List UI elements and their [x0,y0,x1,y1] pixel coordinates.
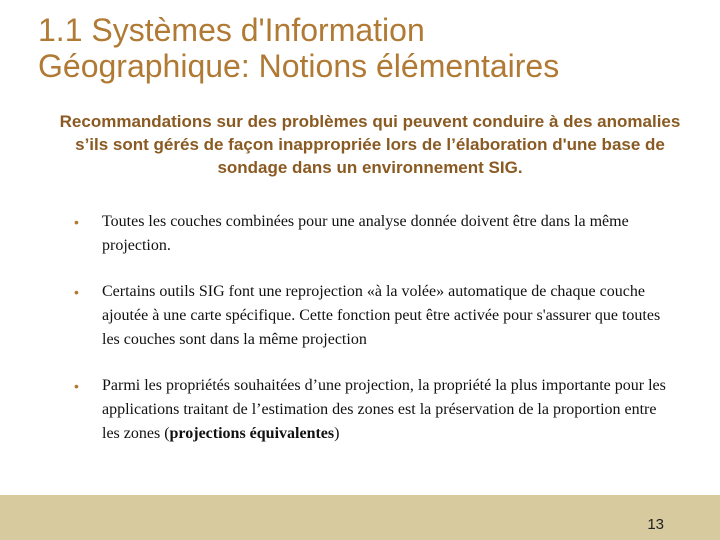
bullet-icon: • [74,284,79,300]
slide-title [38,12,708,84]
bullet-text: Certains outils SIG font une reprojection «à la volée» automatique de chaque couche ajoutée à une carte spécifique. Cette fonction peut être activée pour s'assurer que toutes les couches sont dans la même projection [102,283,661,348]
bullet-text-tail: ) [334,425,340,442]
bullet-icon: • [74,214,79,230]
slide-title-line-1: 1.1 Systèmes d'Information [38,12,425,48]
footer-bar [0,495,720,540]
bullet-item [70,374,670,446]
bullet-bold-text: projections équivalentes [169,425,335,442]
slide-subtitle: Recommandations sur des problèmes qui peuvent conduire à des anomalies s’ils sont gérés de façon inappropriée lors de l’élaboration d'une base de sondage dans un environnement SIG. [59,112,681,177]
bullet-text: Parmi les propriétés souhaitées d’une projection, la propriété la plus importante pour les applications traitant de l’estimation des zones est la préservation de la proportion entre les zones ( [102,377,666,442]
page-number: 13 [647,516,664,533]
bullet-list [70,210,670,446]
bullet-icon: • [74,378,79,394]
bullet-text: Toutes les couches combinées pour une analyse donnée doivent être dans la même projection. [102,213,629,254]
slide-title-line-2: Géographique: Notions élémentaires [38,48,560,84]
bullet-item [70,280,670,352]
bullet-item [70,210,670,258]
